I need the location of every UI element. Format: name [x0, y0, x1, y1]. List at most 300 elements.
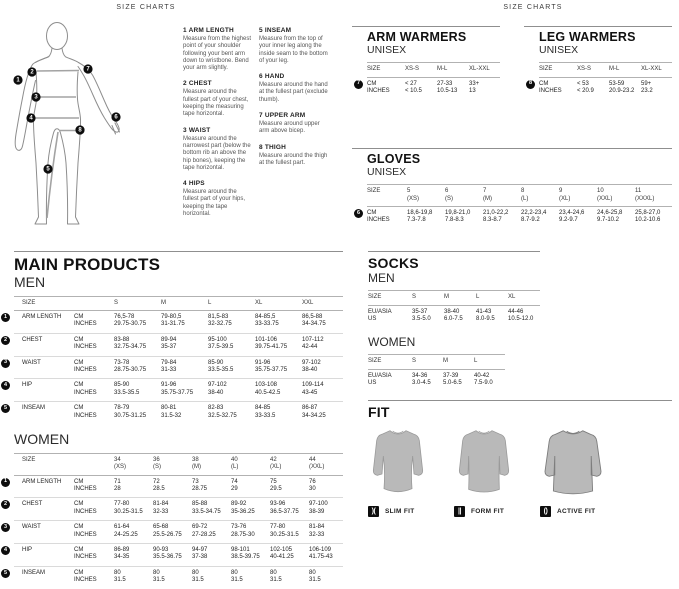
instruction-item	[183, 27, 253, 72]
instruction-item	[259, 73, 329, 104]
cell-line-1: 19,8-21,0	[445, 209, 471, 216]
value-cell	[469, 81, 500, 96]
cell-line-2: 35-37	[161, 344, 177, 351]
cell-line-2: 9.7-10.2	[597, 217, 620, 224]
cell-line-1: 25,8-27,0	[635, 209, 661, 216]
arm-warmers-title: ARM WARMERS	[367, 30, 467, 44]
cell-line-1: 76	[309, 478, 316, 485]
cell-line-1: CM	[74, 569, 84, 576]
arm-warmers-section	[352, 26, 500, 99]
cell-line-1: 80	[192, 569, 199, 576]
cell-line-1: 41-43	[476, 308, 492, 315]
cell-line-2: 33.5-35.5	[208, 366, 234, 373]
unit-labels	[74, 337, 114, 352]
cell-line-2: 43-45	[302, 389, 318, 396]
cell-line-1: 11	[635, 188, 642, 195]
cell-line-1: 80-81	[161, 405, 177, 412]
value-cell	[437, 81, 469, 96]
table-row	[368, 370, 505, 392]
unit-labels	[368, 309, 412, 324]
cell-line-2: INCHES	[74, 366, 97, 373]
cell-line-2: (XXL)	[309, 464, 325, 471]
row-label: HIP	[22, 546, 33, 553]
cell-line-2: 31.5-32	[161, 412, 182, 419]
cell-line-1: 7	[483, 188, 487, 195]
table-header-row	[14, 453, 343, 476]
arm-warmers-subtitle: UNISEX	[367, 44, 407, 57]
column-header: L	[476, 294, 480, 301]
value-cell	[444, 309, 476, 324]
cell-line-2: 25.5-26.75	[153, 531, 182, 538]
value-cell	[483, 210, 521, 225]
measurement-instructions	[183, 27, 335, 226]
svg-text:8: 8	[78, 127, 82, 134]
value-cell	[208, 337, 255, 352]
cell-line-1: 89-94	[161, 336, 177, 343]
measure-point-badge: 2	[1, 336, 10, 345]
unit-labels	[74, 360, 114, 375]
column-header: S	[412, 294, 417, 301]
section-divider	[368, 251, 540, 252]
column-header	[153, 457, 192, 472]
value-cell	[577, 81, 609, 96]
value-cell	[255, 314, 302, 329]
value-cell	[153, 479, 192, 494]
column-header: M-L	[437, 66, 448, 73]
cell-line-2: 28	[114, 485, 121, 492]
table-row	[3, 476, 343, 498]
cell-line-1: 79-84	[161, 359, 177, 366]
table-row	[3, 543, 343, 566]
value-cell	[208, 382, 255, 397]
value-cell	[476, 309, 508, 324]
cell-line-2: 30	[309, 485, 316, 492]
cell-line-1: 85-88	[192, 501, 208, 508]
cell-line-2: 33.5-35.5	[114, 389, 140, 396]
value-cell	[270, 479, 309, 494]
cell-line-2: 7.3-7.8	[407, 217, 426, 224]
socks-women-label: WOMEN	[368, 334, 416, 349]
active-fit-label: ACTIVE FIT	[557, 507, 596, 515]
cell-line-2: INCHES	[74, 344, 97, 351]
value-cell	[412, 309, 444, 324]
cell-line-1: 6	[445, 188, 449, 195]
unit-labels	[539, 81, 577, 96]
instruction-item	[183, 180, 253, 218]
gloves-subtitle: UNISEX	[367, 166, 407, 179]
value-cell	[161, 382, 208, 397]
cell-line-2: 32.5-32.75	[208, 412, 237, 419]
value-cell	[231, 570, 270, 585]
value-cell	[192, 501, 231, 516]
table-row	[3, 333, 343, 356]
column-header: S	[412, 358, 417, 365]
value-cell	[114, 547, 153, 562]
cell-line-1: 27-33	[437, 80, 453, 87]
cell-line-2: US	[368, 379, 377, 386]
cell-line-1: < 53	[577, 80, 589, 87]
cell-line-1: 101-106	[255, 336, 278, 343]
cell-line-2: 39.75-41.75	[255, 344, 288, 351]
cell-line-2: 3.5-5.0	[412, 316, 431, 323]
table-header-row	[368, 354, 505, 369]
value-cell	[114, 479, 153, 494]
value-cell	[508, 309, 540, 324]
cell-line-2: INCHES	[74, 508, 97, 515]
value-cell	[474, 373, 505, 388]
table-row	[356, 78, 500, 100]
column-header: XL	[508, 294, 516, 301]
value-cell	[309, 570, 348, 585]
cell-line-2: 35.5-36.75	[153, 554, 182, 561]
body-marker-3	[31, 92, 40, 101]
instruction-title: 4 HIPS	[183, 180, 205, 188]
value-cell	[559, 210, 597, 225]
column-header	[407, 188, 445, 203]
value-cell	[302, 314, 349, 329]
table-header-row	[367, 184, 672, 207]
body-marker-8	[75, 125, 84, 134]
value-cell	[412, 373, 443, 388]
main-products-women-label: WOMEN	[14, 431, 70, 447]
cell-line-1: 97-102	[208, 382, 227, 389]
svg-text:3: 3	[34, 94, 38, 101]
cell-line-1: CM	[74, 382, 84, 389]
fit-item-slim	[368, 428, 454, 517]
cell-line-2: 32-33	[309, 531, 325, 538]
value-cell	[114, 314, 161, 329]
cell-line-2: 10.2-10.6	[635, 217, 661, 224]
value-cell	[208, 360, 255, 375]
unit-labels	[74, 501, 114, 516]
cell-line-2: 33-33.75	[255, 321, 279, 328]
leg-warmers-title: LEG WARMERS	[539, 30, 636, 44]
cell-line-2: 38-39	[309, 508, 325, 515]
main-products-section	[3, 251, 343, 589]
instruction-text: Measure around the fullest part of your hips, keeping the tape horizontal.	[183, 189, 246, 218]
cell-line-1: 79-80,5	[161, 313, 182, 320]
column-header: L	[208, 299, 212, 306]
value-cell	[302, 382, 349, 397]
cell-line-1: 91-96	[161, 382, 177, 389]
slim-fit-shirt-illustration	[368, 428, 428, 498]
cell-line-2: 42-44	[302, 344, 318, 351]
cell-line-1: 86-87	[302, 405, 318, 412]
value-cell	[302, 405, 349, 420]
table-row	[3, 401, 343, 424]
body-marker-1	[13, 75, 22, 84]
section-divider	[352, 148, 672, 149]
cell-line-2: 10.5-12.0	[508, 316, 534, 323]
cell-line-1: CM	[367, 209, 377, 216]
cell-line-2: 7.8-8.3	[445, 217, 464, 224]
cell-line-1: 97-100	[309, 501, 328, 508]
cell-line-1: 103-108	[255, 382, 278, 389]
cell-line-1: 86,5-88	[302, 313, 323, 320]
unit-labels	[74, 524, 114, 539]
cell-line-2: 28.75	[192, 485, 208, 492]
cell-line-1: 86-89	[114, 546, 130, 553]
column-header: SIZE	[368, 294, 382, 301]
cell-line-2: 27-28.25	[192, 531, 216, 538]
cell-line-2: 34-34.25	[302, 412, 326, 419]
value-cell	[153, 547, 192, 562]
cell-line-1: 35-37	[412, 308, 428, 315]
cell-line-1: 65-68	[153, 524, 169, 531]
cell-line-2: (S)	[153, 464, 161, 471]
cell-line-1: 38	[192, 456, 199, 463]
value-cell	[231, 524, 270, 539]
column-header	[231, 457, 270, 472]
section-divider	[368, 400, 672, 401]
measurement-lines	[35, 71, 80, 219]
cell-line-1: 84-85	[255, 405, 271, 412]
value-cell	[302, 337, 349, 352]
cell-line-1: CM	[74, 478, 84, 485]
cell-line-2: 28.75-30.75	[114, 366, 147, 373]
instruction-title: 6 HAND	[259, 73, 285, 81]
value-cell	[192, 479, 231, 494]
gloves-table	[356, 184, 672, 229]
cell-line-1: 5	[407, 188, 411, 195]
measure-point-badge: 3	[1, 359, 10, 368]
measure-point-badge: 4	[1, 381, 10, 390]
column-header: XS-S	[577, 66, 592, 73]
unit-labels	[74, 479, 114, 494]
cell-line-2: 38.5-39.75	[231, 554, 260, 561]
cell-line-2: < 20.9	[577, 87, 594, 94]
cell-line-2: 7.5-9.0	[474, 379, 493, 386]
column-header	[635, 188, 673, 203]
value-cell	[270, 547, 309, 562]
socks-men-table	[368, 290, 540, 327]
column-header: SIZE	[367, 66, 381, 73]
instruction-text: Measure around the fullest part of your chest, keeping the measuring tape horizontal.	[183, 89, 249, 118]
cell-line-2: 38-40	[208, 389, 224, 396]
value-cell	[192, 524, 231, 539]
row-label: ARM LENGTH	[22, 313, 62, 320]
value-cell	[641, 81, 672, 96]
cell-line-2: 8.3-8.7	[483, 217, 502, 224]
cell-line-1: CM	[74, 359, 84, 366]
value-cell	[302, 360, 349, 375]
value-cell	[208, 405, 255, 420]
column-header: XL-XXL	[641, 66, 662, 73]
cell-line-2: 8.0-9.5	[476, 316, 495, 323]
cell-line-1: 77-80	[270, 524, 286, 531]
column-header	[483, 188, 521, 203]
cell-line-1: 89-92	[231, 501, 247, 508]
leg-warmers-subtitle: UNISEX	[539, 44, 579, 57]
cell-line-2: INCHES	[74, 321, 97, 328]
value-cell	[270, 524, 309, 539]
body-marker-2	[27, 67, 36, 76]
cell-line-2: 30.25-31.5	[270, 531, 299, 538]
cell-line-2: (XL)	[270, 464, 282, 471]
cell-line-1: 94-97	[192, 546, 208, 553]
cell-line-2: INCHES	[74, 485, 97, 492]
section-divider	[14, 251, 343, 252]
instruction-text: Measure from the highest point of your shoulder following your bent arm down to wristbone. Bend your arm slightly.	[183, 36, 252, 72]
value-cell	[255, 382, 302, 397]
cell-line-1: 34-36	[412, 372, 428, 379]
cell-line-2: 31-33	[161, 366, 177, 373]
cell-line-1: 107-112	[302, 336, 324, 343]
cell-line-1: 22,2-23,4	[521, 209, 547, 216]
instruction-text: Measure around the hand at the fullest part (exclude thumb).	[259, 82, 328, 103]
cell-line-1: 40	[231, 456, 238, 463]
main-products-men-label: MEN	[14, 273, 46, 290]
cell-line-2: 32-32.75	[208, 321, 232, 328]
column-header: XS-S	[405, 66, 420, 73]
cell-line-1: 85-90	[208, 359, 224, 366]
column-header	[597, 188, 635, 203]
cell-line-2: INCHES	[74, 577, 97, 584]
instruction-item	[259, 112, 329, 136]
cell-line-1: 34	[114, 456, 121, 463]
cell-line-2: 28.75-30	[231, 531, 255, 538]
page-title-right: SIZE CHARTS	[503, 4, 563, 11]
table-header-row	[539, 62, 672, 77]
socks-section	[368, 251, 540, 391]
row-label: ARM LENGTH	[22, 478, 62, 485]
unit-labels	[74, 382, 114, 397]
cell-line-1: 85-90	[114, 382, 130, 389]
cell-line-1: 77-80	[114, 501, 130, 508]
cell-line-2: (XXL)	[597, 195, 613, 202]
body-point-markers	[13, 64, 120, 173]
column-header: M	[161, 299, 166, 306]
cell-line-2: (L)	[521, 195, 529, 202]
cell-line-1: CM	[367, 80, 377, 87]
cell-line-1: 80	[309, 569, 316, 576]
main-products-title: MAIN PRODUCTS	[14, 255, 161, 274]
value-cell	[114, 337, 161, 352]
cell-line-2: 35.75-37.75	[255, 366, 288, 373]
cell-line-1: 75	[270, 478, 277, 485]
cell-line-1: CM	[74, 524, 84, 531]
cell-line-1: 80	[231, 569, 238, 576]
cell-line-2: INCHES	[74, 389, 97, 396]
cell-line-1: 40-42	[474, 372, 490, 379]
cell-line-2: 31.5	[309, 577, 321, 584]
cell-line-2: 41.75-43	[309, 554, 333, 561]
cell-line-1: EU/ASIA	[368, 372, 392, 379]
body-measurement-diagram	[6, 22, 181, 237]
cell-line-2: 31.5	[114, 577, 126, 584]
cell-line-1: 53-59	[609, 80, 625, 87]
cell-line-1: 10	[597, 188, 604, 195]
value-cell	[309, 547, 348, 562]
column-header: SIZE	[22, 456, 36, 463]
cell-line-1: 80	[153, 569, 160, 576]
cell-line-2: INCHES	[74, 554, 97, 561]
table-row	[368, 306, 540, 328]
value-cell	[114, 524, 153, 539]
cell-line-2: 31.5	[270, 577, 282, 584]
cell-line-1: 71	[114, 478, 121, 485]
cell-line-1: 80	[270, 569, 277, 576]
unit-labels	[74, 314, 114, 329]
cell-line-1: 93-96	[270, 501, 286, 508]
value-cell	[161, 405, 208, 420]
value-cell	[255, 360, 302, 375]
instruction-title: 3 WAIST	[183, 126, 211, 134]
value-cell	[270, 570, 309, 585]
table-row	[3, 378, 343, 401]
svg-text:7: 7	[86, 66, 90, 73]
cell-line-2: 6.0-7.5	[444, 316, 463, 323]
cell-line-1: CM	[74, 313, 84, 320]
value-cell	[208, 314, 255, 329]
column-header: S	[114, 299, 119, 306]
slim-fit-icon: )(	[368, 506, 379, 517]
value-cell	[309, 524, 348, 539]
column-header: M	[444, 294, 449, 301]
svg-text:2: 2	[30, 69, 34, 76]
cell-line-2: 35-36.25	[231, 508, 255, 515]
cell-line-2: INCHES	[74, 412, 97, 419]
instruction-title: 2 CHEST	[183, 80, 212, 88]
fit-item-active	[540, 428, 626, 517]
cell-line-1: 59+	[641, 80, 652, 87]
cell-line-1: 36	[153, 456, 160, 463]
cell-line-2: 38-40	[302, 366, 318, 373]
table-row	[3, 520, 343, 543]
row-label: INSEAM	[22, 569, 46, 576]
value-cell	[114, 360, 161, 375]
cell-line-1: 95-100	[208, 336, 227, 343]
section-divider	[352, 26, 500, 27]
instruction-item	[183, 127, 253, 172]
cell-line-1: 8	[521, 188, 525, 195]
measure-point-badge: 4	[1, 546, 10, 555]
value-cell	[309, 479, 348, 494]
cell-line-1: 102-105	[270, 546, 293, 553]
value-cell	[231, 547, 270, 562]
form-fit-icon: ||	[454, 506, 465, 517]
column-header: XL	[255, 299, 263, 306]
cell-line-1: 98-101	[231, 546, 250, 553]
value-cell	[309, 501, 348, 516]
cell-line-1: CM	[539, 80, 549, 87]
unit-labels	[368, 373, 412, 388]
cell-line-2: 37.5-39.5	[208, 344, 234, 351]
value-cell	[161, 337, 208, 352]
value-cell	[255, 337, 302, 352]
section-divider	[524, 26, 672, 27]
cell-line-1: 81-84	[153, 501, 169, 508]
column-header: M-L	[609, 66, 620, 73]
cell-line-2: 3.0-4.5	[412, 379, 431, 386]
cell-line-1: 78-79	[114, 405, 130, 412]
instruction-title: 1 ARM LENGTH	[183, 27, 234, 34]
cell-line-1: EU/ASIA	[368, 308, 392, 315]
value-cell	[407, 210, 445, 225]
cell-line-1: 73	[192, 478, 199, 485]
cell-line-1: 91-96	[255, 359, 271, 366]
measure-point-badge: 7	[354, 80, 363, 89]
column-header	[309, 457, 348, 472]
unit-labels	[367, 81, 405, 96]
value-cell	[153, 524, 192, 539]
cell-line-2: 30.25-31.5	[114, 508, 143, 515]
table-row	[3, 497, 343, 520]
cell-line-1: 69-72	[192, 524, 208, 531]
svg-text:1: 1	[16, 77, 20, 84]
measure-point-badge: 5	[1, 569, 10, 578]
table-row	[3, 311, 343, 333]
